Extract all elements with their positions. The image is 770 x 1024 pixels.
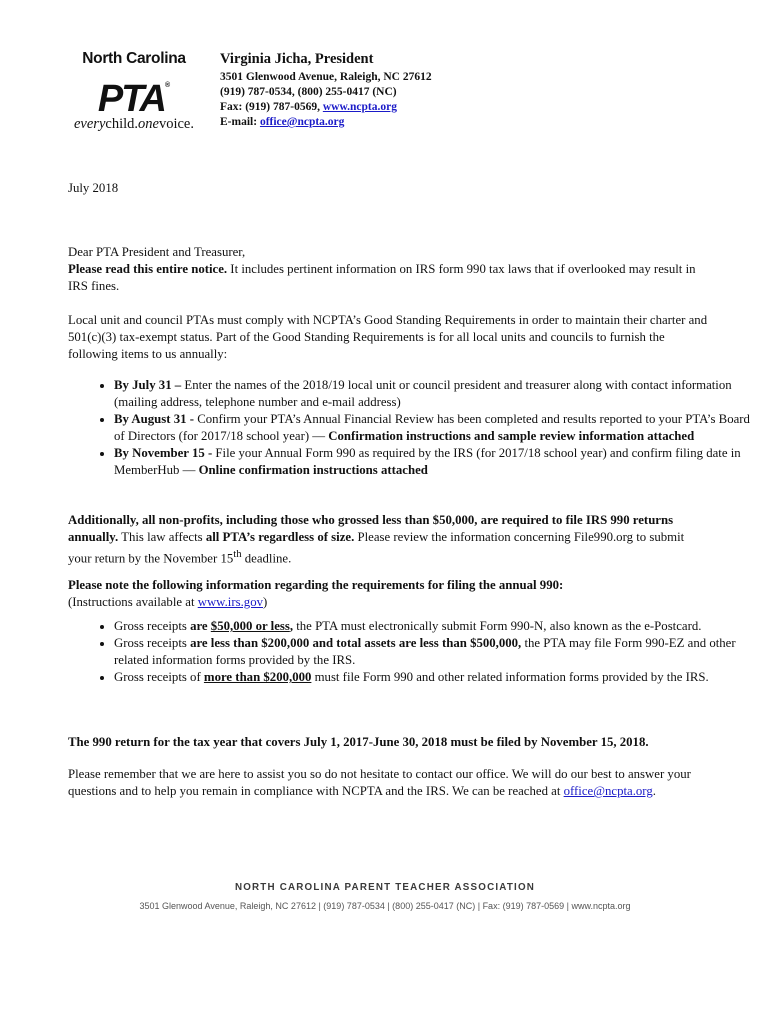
additional-paragraph	[68, 512, 708, 567]
tagline-one: one	[138, 116, 159, 132]
deadline-label: By November 15 -	[114, 446, 216, 460]
notice-bold: Please read this entire notice.	[68, 262, 228, 276]
list-item	[114, 445, 754, 479]
receipt-threshold: $50,000 or less	[210, 619, 290, 633]
greeting: Dear PTA President and Treasurer,	[68, 245, 246, 259]
deadline-note: Confirmation instructions and sample review information attached	[328, 429, 695, 443]
tagline-every: every	[74, 116, 106, 132]
footer-address: 3501 Glenwood Avenue, Raleigh, NC 27612 | (919) 787-0534 | (800) 255-0417 (NC) | Fax: (919) 787-0569 | www.ncpta.org	[139, 901, 631, 911]
receipt-threshold: more than $200,000	[203, 670, 312, 684]
letterhead-phones: (919) 787-0534, (800) 255-0417 (NC)	[220, 86, 397, 98]
deadline-text: Confirm your PTA’s Annual Financial Review has been completed and results reported to your PTA’s Board of Directors (for 2017/18 school year) —	[114, 412, 750, 443]
instructions-line	[68, 594, 708, 611]
website-link[interactable]: www.ncpta.org	[322, 101, 397, 113]
receipt-bold: are less than $200,000 and total assets are less than $500,000,	[190, 636, 522, 650]
filing-paragraph	[68, 577, 708, 611]
deadline-text: File your Annual Form 990 as required by the IRS (for 2017/18 school year) and confirm filing date in MemberHub —	[114, 446, 741, 477]
logo-tagline	[64, 116, 204, 133]
list-item	[114, 635, 754, 669]
deadline-note: Online confirmation instructions attached	[198, 463, 428, 477]
receipt-bold-after: ,	[289, 619, 294, 633]
requirements-paragraph: Local unit and council PTAs must comply with NCPTA’s Good Standing Requirements in order to maintain their charter and 501(c)(3) tax-exempt status. Part of the Good Standing Requirements is for all local units and councils to furnish the following items to us annually:	[68, 313, 708, 361]
notice-text: It includes pertinent information on IRS form 990 tax laws that if overlooked may result in IRS fines.	[68, 262, 696, 293]
receipt-text: the PTA may file Form 990-EZ and other related information forms provided by the IRS.	[114, 636, 736, 667]
tagline-voice: voice.	[158, 116, 194, 132]
instructions-pre: (Instructions available at	[68, 595, 198, 609]
irs-link[interactable]: www.irs.gov	[197, 595, 263, 609]
receipt-text: must file Form 990 and other related information forms provided by the IRS.	[311, 670, 709, 684]
letterhead-fax-line	[220, 100, 432, 115]
letterhead-address: 3501 Glenwood Avenue, Raleigh, NC 27612	[220, 71, 432, 83]
fax-label: Fax: (919) 787-0569,	[220, 101, 323, 113]
deadline-label: By July 31 –	[114, 378, 185, 392]
additional-text-2: Please review the information concerning File990.org to submit your return by the November 15	[68, 530, 685, 566]
closing-paragraph	[68, 766, 708, 800]
instructions-post: )	[263, 595, 268, 609]
additional-text-1: This law affects	[118, 530, 206, 544]
list-item	[114, 669, 754, 686]
logo-pta-text: PTA	[97, 78, 165, 120]
closing-text: Please remember that we are here to assist you so do not hesitate to contact our office. We will do our best to answer your questions and to help you remain in compliance with NCPTA and the IRS. We can be reached at	[68, 767, 691, 798]
footer-org-name: NORTH CAROLINA PARENT TEACHER ASSOCIATION	[234, 882, 536, 893]
receipt-pre: Gross receipts	[114, 619, 191, 633]
list-item	[114, 377, 754, 411]
closing-email-link[interactable]: office@ncpta.org	[563, 784, 653, 798]
receipt-text: the PTA must electronically submit Form 990-N, also known as the e-Postcard.	[293, 619, 702, 633]
receipts-list	[68, 618, 754, 686]
email-label: E-mail:	[220, 116, 260, 128]
email-link[interactable]: office@ncpta.org	[259, 116, 345, 128]
additional-bold: Additionally, all non-profits, including those who grossed less than $50,000, are required to file IRS 990 returns annually.	[68, 513, 674, 544]
notice	[68, 261, 708, 295]
letterhead-email-line	[220, 115, 432, 130]
tagline-child: child.	[105, 116, 139, 132]
filing-heading: Please note the following information regarding the requirements for filing the annual 990:	[68, 578, 564, 592]
list-item	[114, 618, 754, 635]
receipt-pre: Gross receipts	[114, 636, 191, 650]
deadline-label: By August 31 -	[114, 412, 198, 426]
deadline-text: Enter the names of the 2018/19 local unit or council president and treasurer along with contact information (mailing address, telephone number and e-mail address)	[114, 378, 732, 409]
letterhead	[220, 52, 432, 130]
ncpta-logo	[64, 50, 204, 130]
list-item	[114, 411, 754, 445]
logo-state: North Carolina	[82, 50, 186, 67]
greeting-paragraph	[68, 244, 708, 295]
receipt-pre: Gross receipts of	[114, 670, 204, 684]
ordinal-suffix: th	[233, 549, 242, 560]
letter-date: July 2018	[68, 181, 119, 195]
president-name: Virginia Jicha, President	[220, 51, 374, 67]
additional-bold-2: all PTA’s regardless of size.	[205, 530, 355, 544]
deadline-statement: The 990 return for the tax year that covers July 1, 2017-June 30, 2018 must be filed by November 15, 2018.	[68, 735, 649, 749]
logo-pta-mark	[64, 67, 204, 118]
deadlines-list	[68, 377, 754, 479]
additional-text-3: deadline.	[241, 551, 292, 566]
closing-end: .	[652, 784, 656, 798]
receipt-bold: are	[190, 619, 211, 633]
logo-registered-mark: ®	[165, 82, 171, 89]
